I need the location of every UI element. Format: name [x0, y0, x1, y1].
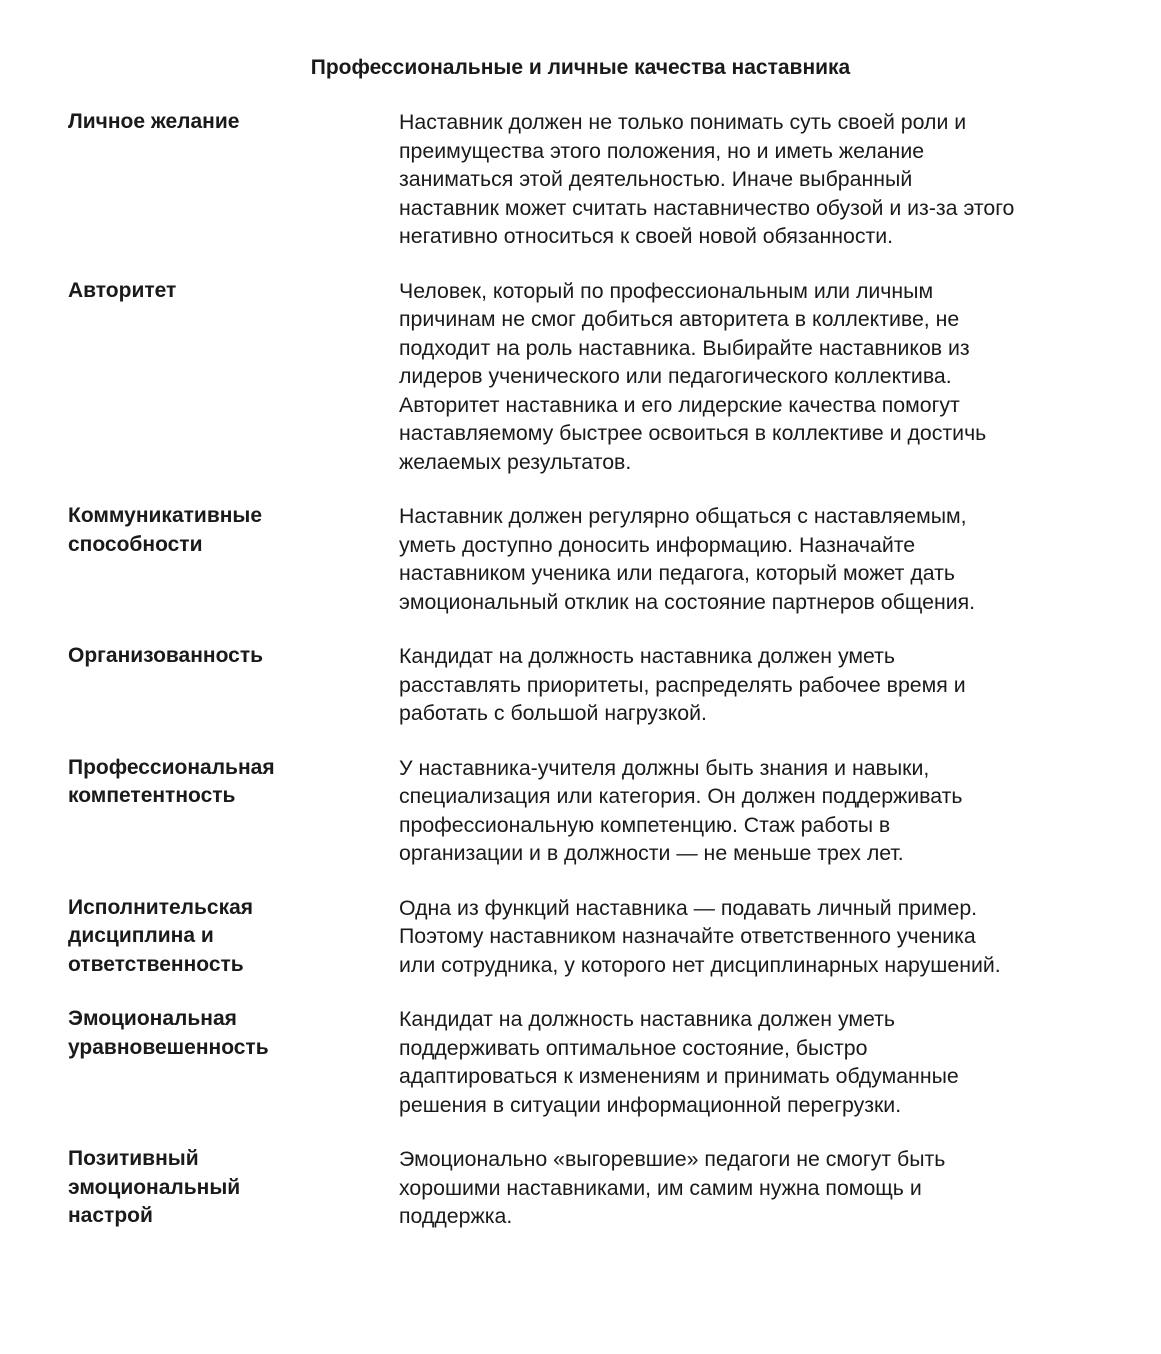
- quality-name: Организованность: [68, 644, 264, 667]
- document-title: Профессиональные и личные качества наставника: [310, 56, 851, 79]
- quality-description: Кандидат на должность наставника должен уметь поддерживать оптимальное состояние, быстро адаптироваться к изменениям и принимать обдуманные решения в ситуации информационной перегрузки.: [399, 1007, 959, 1117]
- quality-description: У наставника-учителя должны быть знания и навыки, специализация или категория. Он должен поддерживать профессиональную компетенцию. Стаж работы в организации и в должности — не меньше трех лет.: [399, 755, 963, 865]
- quality-name: Позитивный эмоциональный настрой: [68, 1147, 241, 1227]
- qualities-list: [68, 108, 1138, 1231]
- quality-row-authority: [68, 277, 1138, 477]
- quality-description: Кандидат на должность наставника должен уметь расставлять приоритеты, распределять рабочее время и работать с большой нагрузкой.: [399, 644, 966, 725]
- quality-name: Авторитет: [68, 278, 177, 302]
- quality-row-competence: [68, 754, 1138, 868]
- quality-description: Наставник должен регулярно общаться с наставляемым, уметь доступно доносить информацию. Назначайте наставником ученика или педагога, который может дать эмоциональный отклик на состояние партнеров общения.: [399, 504, 976, 614]
- quality-name: Эмоциональная уравновешенность: [68, 1007, 269, 1059]
- quality-description: Наставник должен не только понимать суть своей роли и преимущества этого положения, но и иметь желание заниматься этой деятельностью. Иначе выбранный наставник может считать наставничество обузой и из-за этого негативно относиться к своей новой обязанности.: [399, 110, 1015, 248]
- quality-row-communication: [68, 502, 1138, 616]
- quality-description: Эмоционально «выгоревшие» педагоги не смогут быть хорошими наставниками, им самим нужна помощь и поддержка.: [399, 1147, 946, 1228]
- quality-row-discipline: [68, 894, 1138, 980]
- quality-row-emotional-balance: [68, 1005, 1138, 1119]
- quality-name: Личное желание: [68, 110, 240, 133]
- quality-row-personal-desire: [68, 108, 1138, 251]
- quality-description: Человек, который по профессиональным или личным причинам не смог добиться авторитета в коллективе, не подходит на роль наставника. Выбирайте наставников из лидеров ученического или педагогического коллектива. Авторитет наставника и его лидерские качества помогут наставляемому быстрее освоиться в коллективе и достичь желаемых результатов.: [399, 278, 987, 474]
- quality-name: Профессиональная компетентность: [68, 755, 275, 807]
- quality-row-organization: [68, 642, 1138, 728]
- quality-row-positive-mood: [68, 1145, 1138, 1231]
- quality-description: Одна из функций наставника — подавать личный пример. Поэтому наставником назначайте ответственного ученика или сотрудника, у которого нет дисциплинарных нарушений.: [399, 895, 1001, 977]
- quality-name: Исполнительская дисциплина и ответственность: [68, 895, 254, 976]
- quality-name: Коммуникативные способности: [68, 504, 263, 556]
